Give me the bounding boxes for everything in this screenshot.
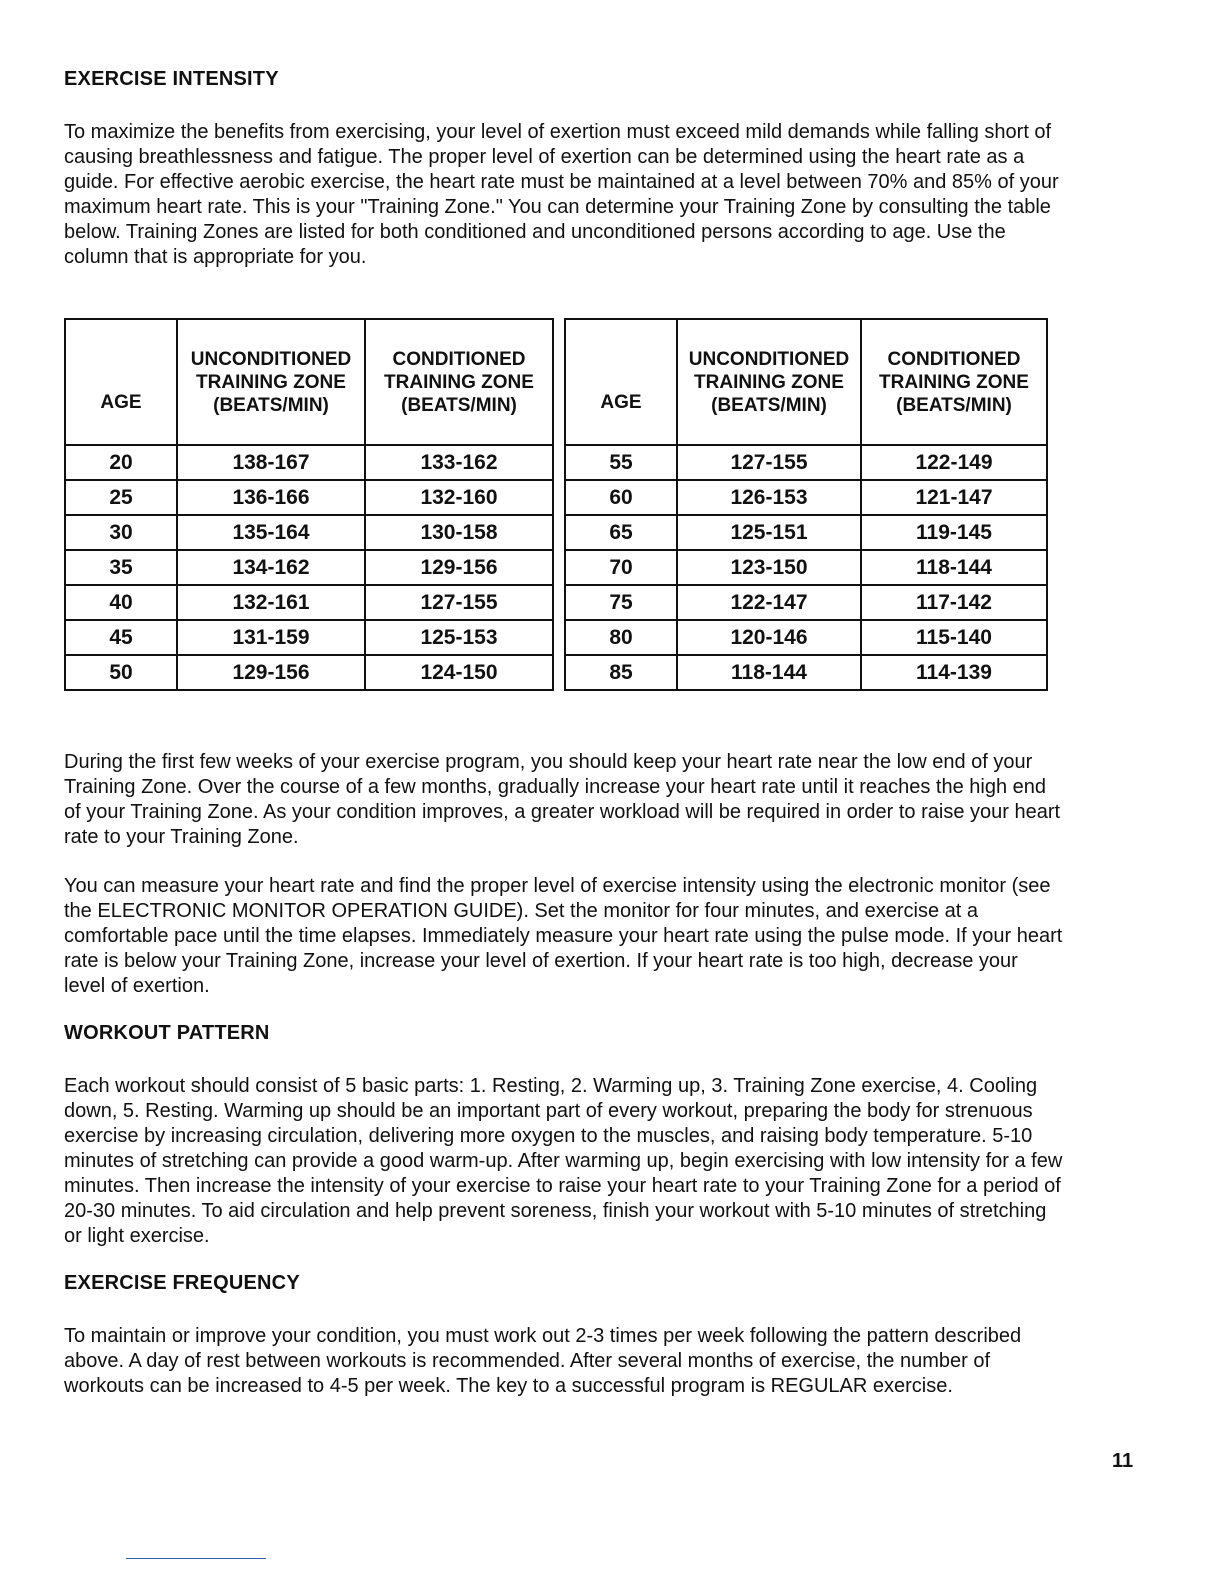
- table-row: 65 125-151 119-145: [565, 515, 1047, 550]
- age-header: AGE: [565, 319, 677, 445]
- training-zone-table-left: [64, 318, 554, 691]
- table-row: 70 123-150 118-144: [565, 550, 1047, 585]
- exercise-intensity-text: To maximize the benefits from exercising, your level of exertion must exceed mild demands while falling short of causing breathlessness and fatigue. The proper level of exertion can be determined using the heart rate as a guide. For effective aerobic exercise, the heart rate must be maintained at a level between 70% and 85% of your maximum heart rate. This is your "Training Zone." You can determine your Training Zone by consulting the table below. Training Zones are listed for both conditioned and unconditioned persons according to age. Use the column that is appropriate for you.: [64, 121, 1059, 268]
- exercise-frequency-heading: EXERCISE FREQUENCY: [64, 1272, 300, 1294]
- table-row: 40 132-161 127-155: [65, 585, 553, 620]
- page-number: 11: [1112, 1450, 1134, 1472]
- conditioned-header: CONDITIONED TRAINING ZONE (BEATS/MIN): [365, 319, 553, 445]
- table-row: 35 134-162 129-156: [65, 550, 553, 585]
- table-row: 85 118-144 114-139: [565, 655, 1047, 690]
- table-row: 75 122-147 117-142: [565, 585, 1047, 620]
- exercise-frequency-text: To maintain or improve your condition, you must work out 2-3 times per week following the pattern described above. A day of rest between workouts is recommended. After several months of exercise, the number of workouts can be increased to 4-5 per week. The key to a successful program is REGULAR exercise.: [64, 1325, 1022, 1397]
- training-zone-tables: [64, 318, 1054, 696]
- paragraph-measure-heart-rate: You can measure your heart rate and find the proper level of exercise intensity using the electronic monitor (see the ELECTRONIC MONITOR OPERATION GUIDE). Set the monitor for four minutes, and exercise at a comfortable pace until the time elapses. Immediately measure your heart rate using the pulse mode. If your heart rate is below your Training Zone, increase your level of exertion. If your heart rate is too high, decrease your level of exertion.: [64, 875, 1063, 997]
- workout-pattern-heading: WORKOUT PATTERN: [64, 1022, 270, 1044]
- paragraph-training-zone-progression: During the first few weeks of your exercise program, you should keep your heart rate near the low end of your Training Zone. Over the course of a few months, gradually increase your heart rate until it reaches the high end of your Training Zone. As your condition improves, a greater workload will be required in order to raise your heart rate to your Training Zone.: [64, 751, 1061, 848]
- table-row: 45 131-159 125-153: [65, 620, 553, 655]
- table-header-row: [565, 319, 1047, 445]
- table-row: 25 136-166 132-160: [65, 480, 553, 515]
- table-row: 60 126-153 121-147: [565, 480, 1047, 515]
- unconditioned-header: UNCONDITIONED TRAINING ZONE (BEATS/MIN): [677, 319, 861, 445]
- workout-pattern-text: Each workout should consist of 5 basic parts: 1. Resting, 2. Warming up, 3. Training Zone exercise, 4. Cooling down, 5. Resting. Warming up should be an important part of every workout, preparing the body for strenuous exercise by increasing circulation, delivering more oxygen to the muscles, and raising body temperature. 5-10 minutes of stretching can provide a good warm-up. After warming up, begin exercising with low intensity for a few minutes. Then increase the intensity of your exercise to raise your heart rate to your Training Zone for a period of 20-30 minutes. To aid circulation and help prevent soreness, finish your workout with 5-10 minutes of stretching or light exercise.: [64, 1075, 1063, 1247]
- training-zone-table-right: [564, 318, 1048, 691]
- footer-rule: [126, 1558, 266, 1559]
- table-row: 30 135-164 130-158: [65, 515, 553, 550]
- table-row: 80 120-146 115-140: [565, 620, 1047, 655]
- table-header-row: [65, 319, 553, 445]
- table-row: 20 138-167 133-162: [65, 445, 553, 480]
- unconditioned-header: UNCONDITIONED TRAINING ZONE (BEATS/MIN): [177, 319, 365, 445]
- age-header: AGE: [65, 319, 177, 445]
- exercise-intensity-heading: EXERCISE INTENSITY: [64, 68, 279, 90]
- table-row: 55 127-155 122-149: [565, 445, 1047, 480]
- conditioned-header: CONDITIONED TRAINING ZONE (BEATS/MIN): [861, 319, 1047, 445]
- table-row: 50 129-156 124-150: [65, 655, 553, 690]
